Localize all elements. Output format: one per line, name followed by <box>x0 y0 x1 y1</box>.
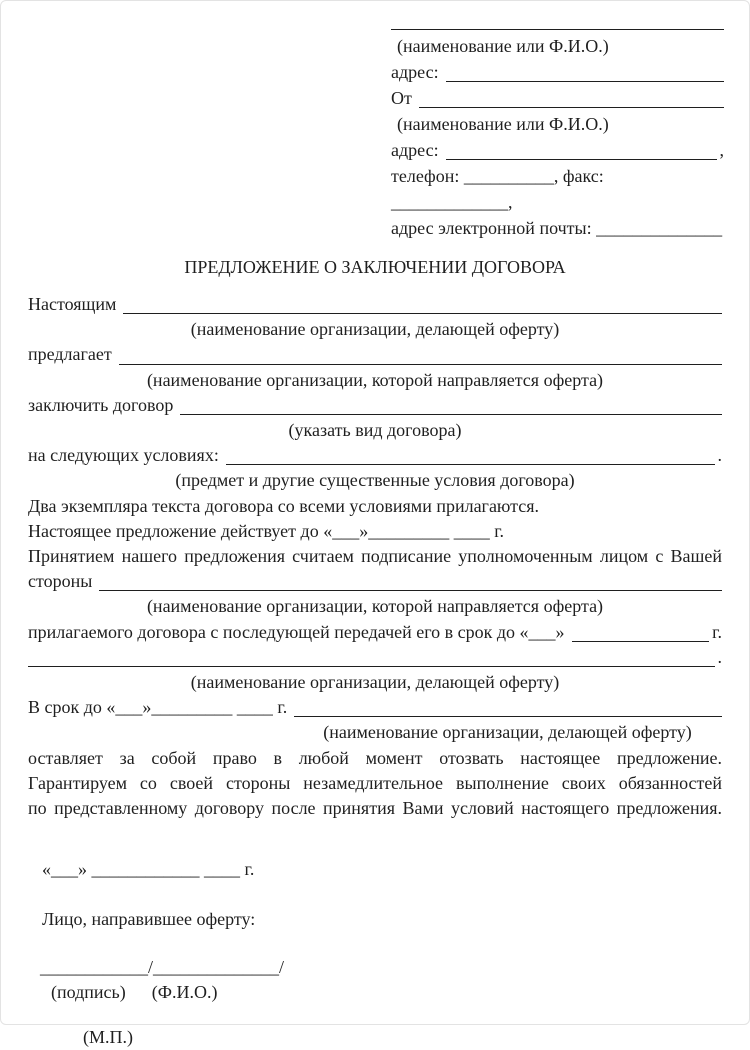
valid-until-line: Настоящее предложение действует до «___»_________ ____ г. <box>28 520 505 541</box>
phone-fax-line: телефон: __________, факс: _____________, <box>391 166 604 212</box>
blank-field <box>446 137 717 160</box>
stamp-caption: (М.П.) <box>83 1027 133 1048</box>
transfer-deadline-line: прилагаемого договора с последующей передачей его в срок до «___» г. <box>28 621 722 642</box>
blank-field <box>391 7 724 30</box>
email-line: адрес электронной почты: ______________ <box>391 218 723 238</box>
conditions-line: на следующих условиях: . <box>28 445 722 466</box>
guarantee-line: Гарантируем со своей стороны незамедлительное выполнение своих обязанностей <box>28 772 722 793</box>
contract-kind-caption: (указать вид договора) <box>288 420 462 441</box>
offeree-caption-2: (наименование организации, которой направляется оферта) <box>146 596 604 617</box>
blank-field <box>119 342 722 364</box>
revoke-line: оставляет за собой право в любой момент отозвать настоящее предложение. <box>28 747 722 768</box>
recipient-name-blank <box>391 7 724 33</box>
offers-line: предлагает <box>28 342 722 367</box>
subject-caption: (предмет и другие существенные условия договора) <box>175 470 575 491</box>
revoke-deadline-line: В срок до «___»_________ ____ г. <box>28 695 722 720</box>
hereby-line: Настоящим <box>28 292 722 317</box>
conclude-contract-line: заключить договор <box>28 393 722 418</box>
sender-name-caption: (наименование или Ф.И.О.) <box>397 114 609 134</box>
recipient-address-line: адрес: <box>391 59 724 85</box>
blank-field <box>226 443 715 465</box>
blank-full-line: . <box>28 645 722 670</box>
offeror-caption-3: (наименование организации, делающей оферту) <box>323 722 692 743</box>
offeror-caption: (наименование организации, делающей оферту) <box>190 319 560 340</box>
signature-line: ____________/______________/ <box>40 957 285 978</box>
blank-field <box>28 645 715 667</box>
sender-address-line: адрес: , <box>391 137 724 163</box>
blank-field <box>446 59 724 82</box>
header-block <box>391 7 724 241</box>
signature-caption: (подпись) <box>51 982 126 1003</box>
copies-line: Два экземпляра текста договора со всеми условиями прилагаются. <box>28 495 539 516</box>
blank-field <box>99 569 722 591</box>
document-body <box>28 292 722 821</box>
blank-field <box>180 393 722 415</box>
fulfill-line: по представленному договору после принятия Вами условий настоящего предложения. <box>28 798 722 819</box>
document-title: ПРЕДЛОЖЕНИЕ О ЗАКЛЮЧЕНИИ ДОГОВОРА <box>184 257 566 277</box>
blank-field <box>294 695 722 717</box>
signature-captions <box>28 980 722 1005</box>
blank-field <box>419 85 724 108</box>
document-footer <box>28 857 722 1050</box>
offeree-caption: (наименование организации, которой направляется оферта) <box>146 369 604 390</box>
blank-field <box>572 620 710 642</box>
sender-from-line: От <box>391 85 724 111</box>
sender-label: Лицо, направившее оферту: <box>42 909 256 930</box>
date-line: «___» ____________ ____ г. <box>42 859 255 880</box>
acceptance-line: Принятием нашего предложения считаем подписание уполномоченным лицом с Вашей <box>28 546 722 567</box>
party-line: стороны <box>28 569 722 594</box>
fio-caption: (Ф.И.О.) <box>151 982 218 1003</box>
offeror-caption-2: (наименование организации, делающей оферту) <box>190 672 560 693</box>
recipient-name-caption: (наименование или Ф.И.О.) <box>397 36 609 56</box>
blank-field <box>123 292 722 314</box>
